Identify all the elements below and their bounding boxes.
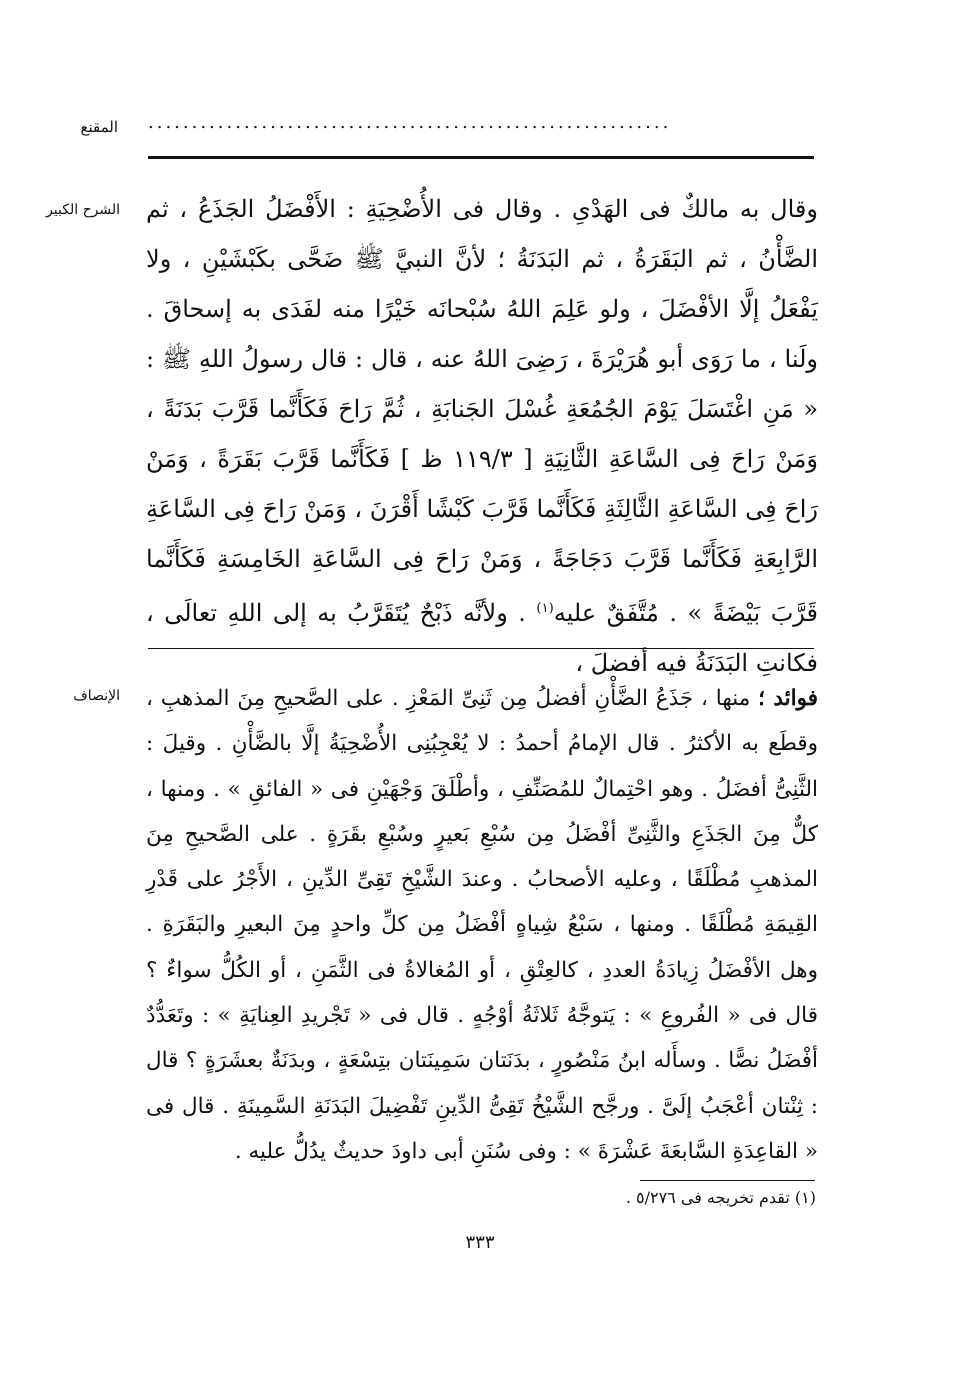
running-header-title: المقنع — [80, 118, 118, 136]
header-rule — [148, 156, 814, 159]
side-label-sharh: الشرح الكبير — [46, 202, 120, 218]
sharh-body: وقال به مالكٌ فى الهَدْىِ . وقال فى الأُضْحِيَةِ : الأَفْضَلُ الجَذَعُ ، ثم الضَّأْنُ ، ثم البَقَرَةُ ، ثم البَدَنَةُ ؛ لأنَّ النبيَّ ﷺ ضَحَّى بكَبْشَيْنِ ، ولا يَفْعَلُ إلَّا الأفْضَلَ ، ولو عَلِمَ اللهُ سُبْحانَه خَيْرًا منه لفَدَى به إسحاقَ . ولَنا ، ما رَوَى أبو هُرَيْرَةَ ، رَضِىَ اللهُ عنه ، قال : قال رسولُ اللهِ ﷺ : « مَنِ اغْتَسَلَ يَوْمَ الجُمُعَةِ غُسْلَ الجَنابَةِ ، ثُمَّ رَاحَ فَكَأَنَّما قَرَّبَ بَدَنَةً ، وَمَنْ رَاحَ فِى السَّاعَةِ الثَّانِيَةِ [ ١١٩/٣ ظ ] فَكَأَنَّما قَرَّبَ بَقَرَةً ، وَمَنْ رَاحَ فِى السَّاعَةِ الثَّالِثَةِ فَكَأَنَّما قَرَّبَ كَبْشًا أَقْرَنَ ، وَمَنْ رَاحَ فِى السَّاعَةِ الرَّابِعَةِ فَكَأَنَّما قَرَّبَ دَجَاجَةً ، وَمَنْ رَاحَ فِى السَّاعَةِ الخَامِسَةِ فَكَأَنَّما قَرَّبَ بَيْضَةً » . مُتَّفَقٌ عليه — [146, 195, 819, 627]
insaf-section — [146, 676, 818, 1174]
footnote: (١) تقدم تخريجه فى ٥/٢٧٦ . — [625, 1188, 816, 1207]
sharh-paragraph — [146, 184, 818, 688]
sharh-tail: . ولأنَّه ذَبْحٌ يُتَقَرَّبُ به إلى اللهِ تعالَى ، فكانتِ البَدَنَةُ فيه أفضلَ ، — [146, 599, 818, 677]
page-number: ٣٣٣ — [465, 1232, 495, 1253]
section-divider — [148, 648, 814, 649]
side-label-insaf: الإنصاف — [73, 688, 120, 704]
insaf-lead: فوائد ؛ — [758, 686, 818, 711]
footnote-rule — [640, 1180, 815, 1181]
insaf-body: منها ، جَذَعُ الضَّأْنِ أفضلُ مِن ثَنِىِّ المَعْزِ . على الصَّحيحِ مِنَ المذهبِ ، وقطَع به الأكثرُ . قال الإمامُ أحمدُ : لا يُعْجِبُنِى الأُضْحِيَةُ إلَّا بالضَّأْنِ . وقيلَ : الثَّنِىُّ أفضَلُ . وهو احْتِمالٌ للمُصَنِّفِ ، وأطْلَقَ وَجْهَيْنِ فى « الفائقِ » . ومنها ، كلٌّ مِنَ الجَذَعِ والثَّنِىِّ أفْضَلُ مِن سُبْعِ بَعيرٍ وسُبْعِ بقَرَةٍ . على الصَّحيحِ مِنَ المذهبِ مُطْلَقًا ، وعليه الأصحابُ . وعندَ الشَّيْخِ تَقِىِّ الدِّينِ ، الأَجْرُ على قَدْرِ القِيمَةِ مُطْلَقًا . ومنها ، سَبْعُ شِياهٍ أفْضَلُ مِن كلِّ واحدٍ مِنَ البعيرِ والبَقَرَةِ . وهل الأفْضَلُ زِيادَةُ العددِ ، كالعِتْقِ ، أو المُغالاةُ فى الثَّمَنِ ، أو الكُلُّ سواءٌ ؟ قال فى « الفُروعِ » : يَتوجَّهُ ثَلاثَةُ أوْجُهٍ . قال فى « تَجْريدِ العِنايَةِ » : وتَعَدُّدٌ أفْضَلُ نصًّا . وسأَله ابنُ مَنْصُورٍ ، بدَنَتان سَمِينَتان بتِسْعَةٍ ، وبدَنَةٌ بعشَرَةٍ ؟ قال : ثِنْتان أعْجَبُ إلَىَّ . ورجَّح الشَّيْخُ تَقِىُّ الدِّينِ تَفْضِيلَ البَدَنَةِ السَّمِينَةِ . قال فى « القاعِدَةِ السَّابعَةَ عَشْرَةَ » : وفى سُنَنِ أبى داودَ حديثٌ يدُلُّ عليه . — [146, 686, 818, 1164]
insaf-paragraph — [146, 676, 818, 1174]
running-header-dots: ............................................................ — [148, 112, 672, 132]
footnote-marker: (١) — [536, 601, 554, 616]
sharh-section — [146, 184, 818, 688]
